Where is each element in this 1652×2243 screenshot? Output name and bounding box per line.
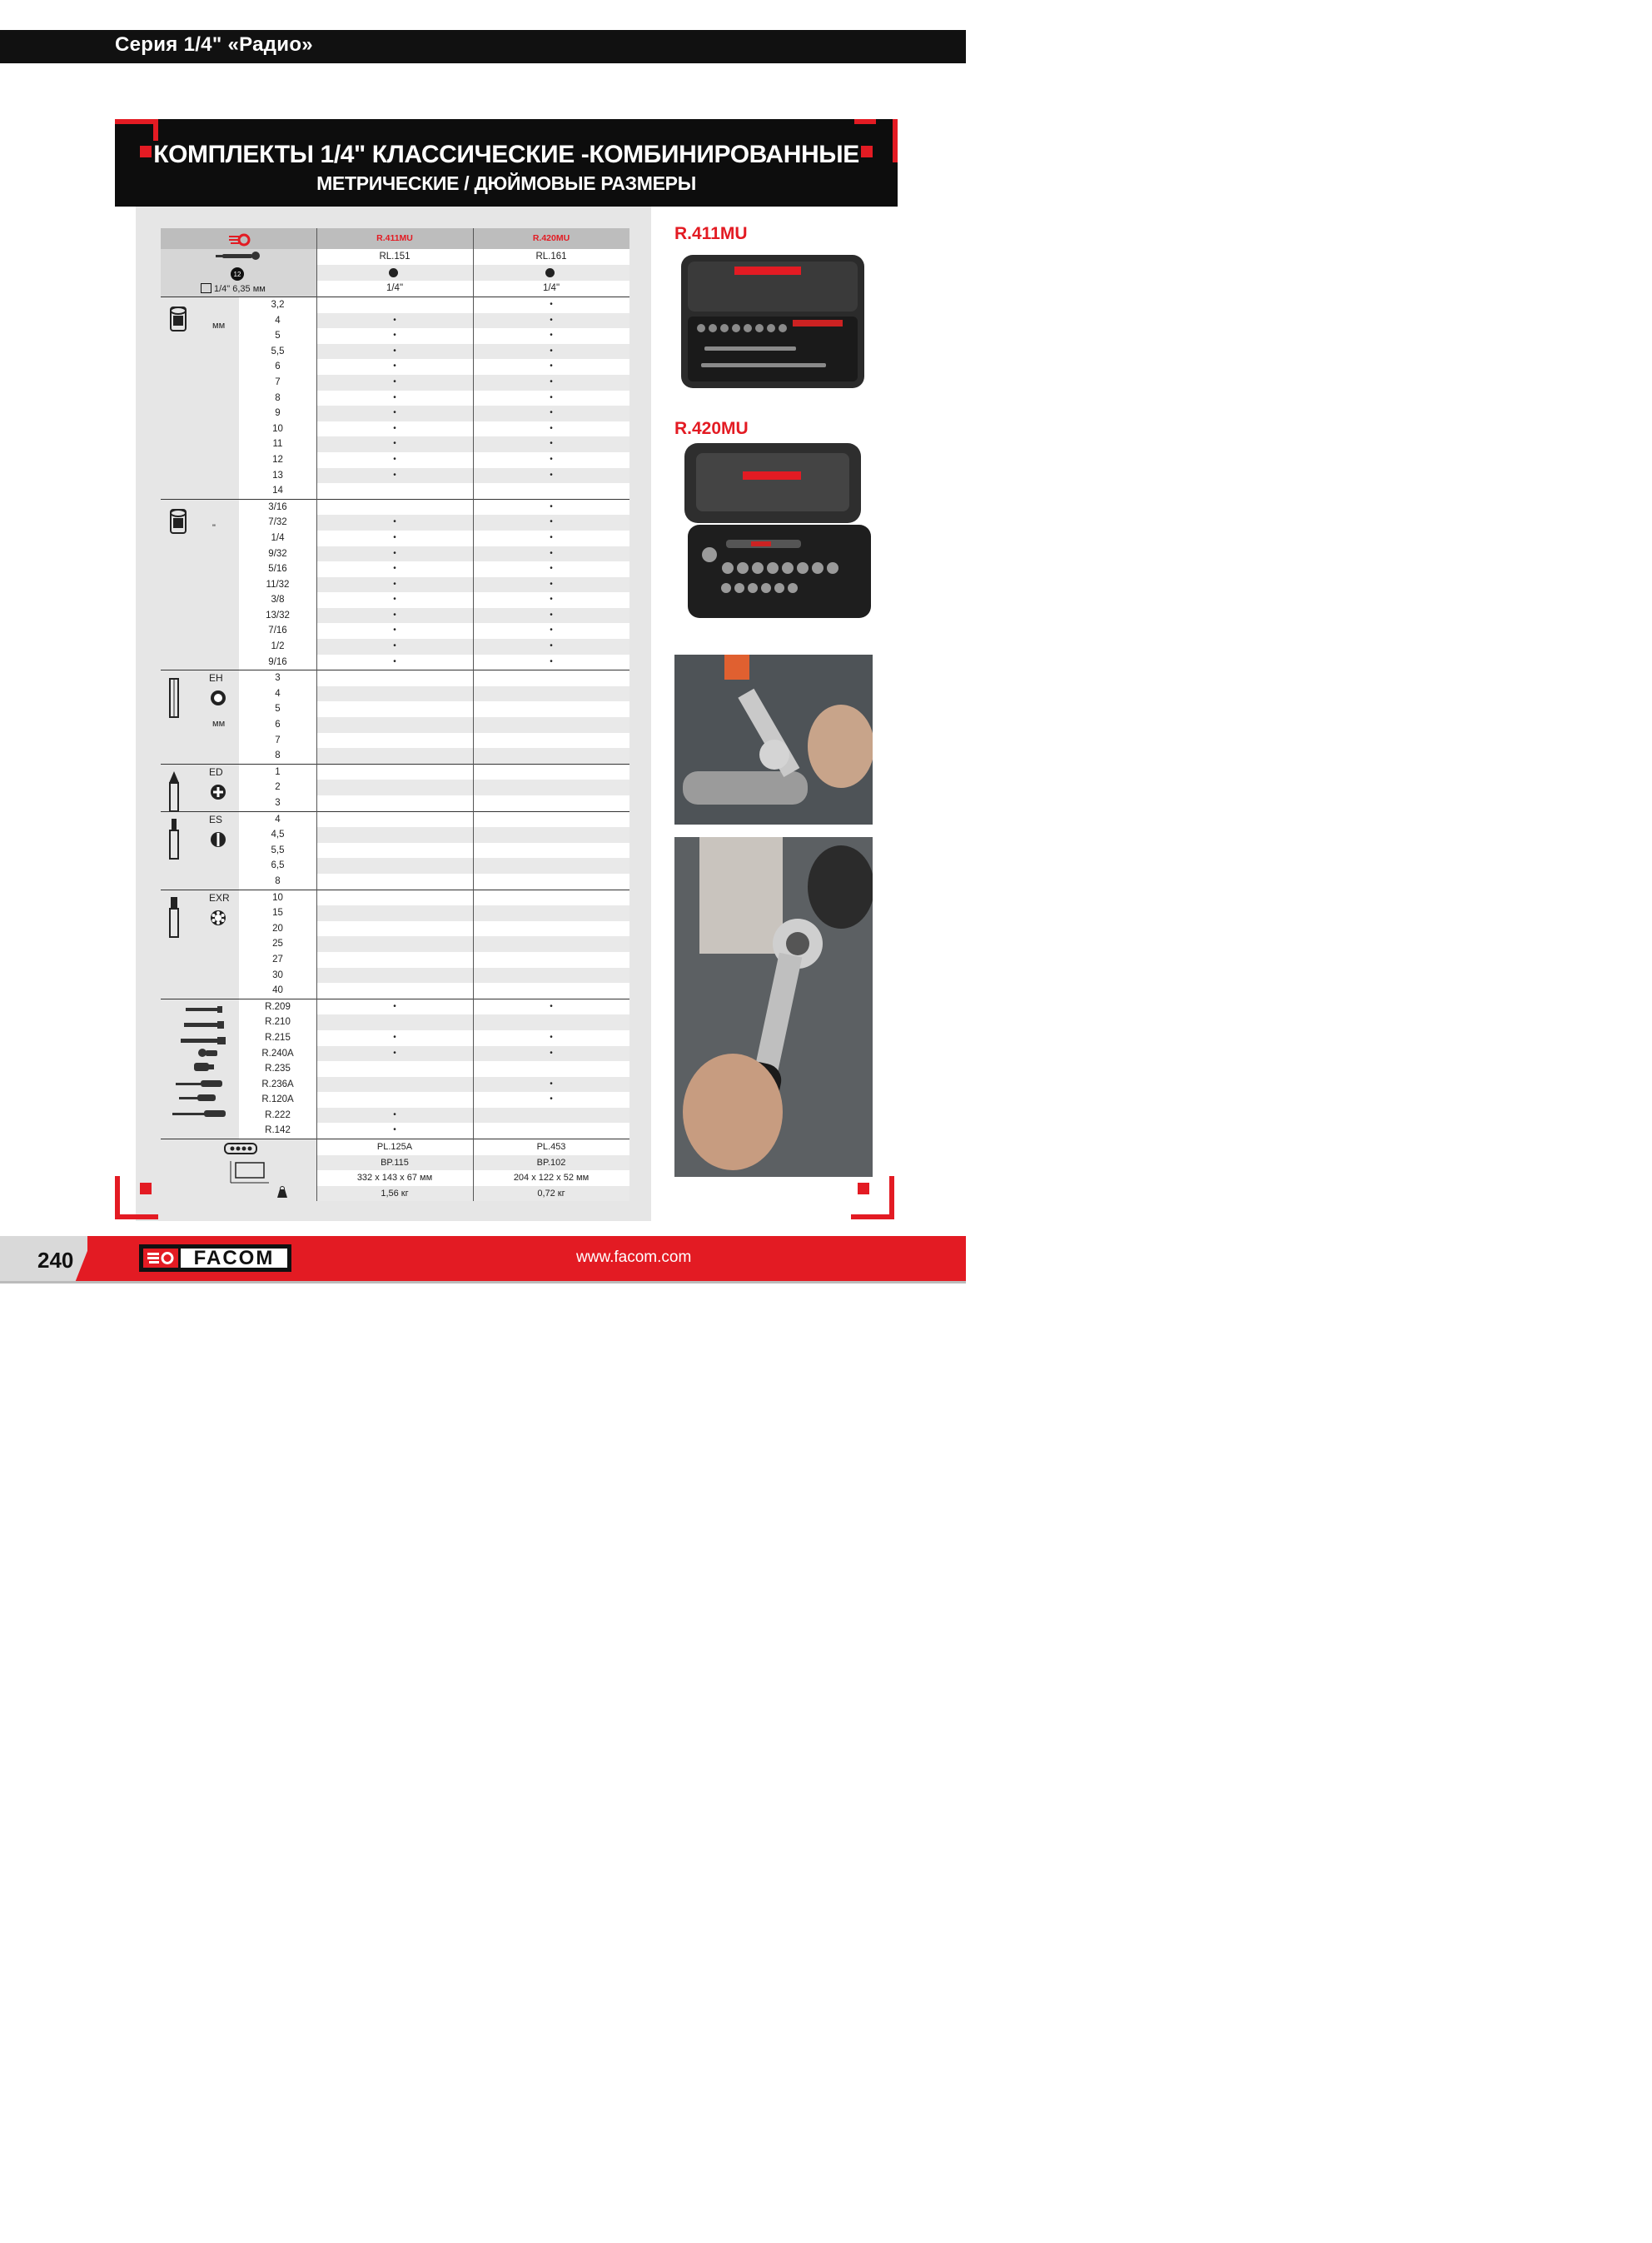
bit-type-code: ES: [209, 813, 223, 825]
set2-cell: [473, 670, 629, 686]
size-cell: 6: [239, 717, 316, 733]
table-row: [161, 1061, 629, 1077]
unit-label: ": [212, 522, 216, 533]
table-header: [161, 228, 629, 297]
set1-cell: 332 x 143 x 67 мм: [316, 1170, 473, 1186]
drive-label-text: 1/4" 6,35 мм: [214, 284, 266, 294]
series-title: Серия 1/4" «Радио»: [115, 33, 313, 56]
table-row: [161, 406, 629, 421]
table-row: [161, 328, 629, 344]
brand-name: FACOM: [193, 1247, 275, 1269]
set2-cell: •: [473, 344, 629, 360]
set1-cell: [316, 936, 473, 952]
set2-cell: [473, 686, 629, 702]
drive-label: [201, 282, 266, 297]
photo-label-r420mu: R.420MU: [674, 419, 749, 438]
drive-size-2: 1/4": [473, 281, 629, 297]
facom-mini-icon: [161, 228, 316, 249]
table-row: [161, 874, 629, 890]
set2-cell: •: [473, 421, 629, 437]
set2-cell: [473, 1108, 629, 1124]
set2-cell: •: [473, 1077, 629, 1093]
size-cell: 40: [239, 983, 316, 999]
hex-6-icon: [389, 268, 398, 277]
page-number: 240: [37, 1248, 74, 1273]
size-cell: 14: [239, 483, 316, 499]
size-cell: 3/8: [239, 592, 316, 608]
size-cell: 8: [239, 391, 316, 406]
table-row: [161, 500, 629, 516]
unit-label: мм: [212, 321, 226, 331]
table-row: [161, 546, 629, 562]
size-cell: 9/16: [239, 655, 316, 670]
table-row: [161, 952, 629, 968]
facom-logo: [139, 1244, 291, 1272]
set2-cell: [473, 701, 629, 717]
set2-cell: [473, 858, 629, 874]
set1-cell: [316, 701, 473, 717]
size-cell: 27: [239, 952, 316, 968]
size-cell: 9/32: [239, 546, 316, 562]
size-cell: 10: [239, 890, 316, 906]
corner-decor: [851, 1176, 894, 1219]
size-cell: R.235: [239, 1061, 316, 1077]
usage-photo-2: [674, 837, 873, 1177]
table-row: [161, 905, 629, 921]
hex-6-icon: [545, 268, 555, 277]
set2-cell: •: [473, 623, 629, 639]
set1-cell: •: [316, 623, 473, 639]
set2-cell: •: [473, 515, 629, 531]
footer-row: [161, 1139, 629, 1155]
set1-cell: •: [316, 515, 473, 531]
size-cell: 1/2: [239, 639, 316, 655]
set1-cell: [316, 780, 473, 795]
table-row: [161, 375, 629, 391]
table-row: [161, 468, 629, 484]
table-row: [161, 701, 629, 717]
table-group-bits-es: [161, 811, 629, 890]
size-cell: 12: [239, 452, 316, 468]
set1-cell: [316, 1077, 473, 1093]
size-cell: 4: [239, 812, 316, 828]
size-cell: 5/16: [239, 561, 316, 577]
set1-cell: [316, 827, 473, 843]
size-cell: 5,5: [239, 344, 316, 360]
set1-cell: •: [316, 328, 473, 344]
svg-text:12: 12: [233, 271, 241, 278]
table-row: [161, 1030, 629, 1046]
set1-cell: •: [316, 531, 473, 546]
table-row: [161, 936, 629, 952]
table-row: [161, 639, 629, 655]
size-cell: 30: [239, 968, 316, 984]
unit-label: мм: [212, 719, 226, 730]
set2-cell: •: [473, 452, 629, 468]
footer-row: [161, 1170, 629, 1186]
size-cell: 4: [239, 686, 316, 702]
set2-cell: •: [473, 561, 629, 577]
set1-cell: •: [316, 1046, 473, 1062]
set1-cell: •: [316, 375, 473, 391]
set1-cell: [316, 1092, 473, 1108]
set1-cell: [316, 890, 473, 906]
usage-photo-1: [674, 655, 873, 825]
table-row: [161, 717, 629, 733]
size-cell: 3/16: [239, 500, 316, 516]
size-cell: R.120A: [239, 1092, 316, 1108]
size-cell: 6: [239, 359, 316, 375]
set2-cell: [473, 890, 629, 906]
set2-cell: •: [473, 655, 629, 670]
size-cell: 7: [239, 375, 316, 391]
set2-cell: [473, 717, 629, 733]
table-row: [161, 812, 629, 828]
table-row: [161, 592, 629, 608]
set1-cell: •: [316, 999, 473, 1015]
size-cell: 13/32: [239, 608, 316, 624]
set2-cell: [473, 921, 629, 937]
set1-cell: •: [316, 577, 473, 593]
set2-cell: [473, 983, 629, 999]
product-photo-r411mu: [676, 247, 873, 396]
set2-cell: [473, 1123, 629, 1139]
table-row: [161, 531, 629, 546]
section-header: [115, 119, 898, 207]
set1-cell: [316, 483, 473, 499]
set1-cell: PL.125A: [316, 1139, 473, 1155]
set1-cell: •: [316, 421, 473, 437]
footer-row: [161, 1155, 629, 1171]
set2-cell: [473, 748, 629, 764]
size-cell: 5: [239, 701, 316, 717]
size-cell: 2: [239, 780, 316, 795]
header-title: КОМПЛЕКТЫ 1/4" КЛАССИЧЕСКИЕ -КОМБИНИРОВАННЫЕ: [153, 141, 859, 168]
set2-cell: •: [473, 297, 629, 313]
table-row: [161, 436, 629, 452]
set1-cell: •: [316, 1123, 473, 1139]
corner-decor: [115, 1176, 158, 1219]
photo-label-r411mu: R.411MU: [674, 224, 748, 243]
set2-cell: •: [473, 608, 629, 624]
table-row: [161, 1077, 629, 1093]
size-cell: 8: [239, 748, 316, 764]
table-row: [161, 890, 629, 906]
table-group-bits-exr: [161, 890, 629, 999]
set2-cell: PL.453: [473, 1139, 629, 1155]
table-row: [161, 344, 629, 360]
set1-cell: •: [316, 639, 473, 655]
set2-cell: [473, 733, 629, 749]
drive-size-1: 1/4": [316, 281, 473, 297]
size-cell: 5,5: [239, 843, 316, 859]
bit-type-code: ED: [209, 765, 223, 778]
series-bar: [0, 30, 966, 63]
size-cell: 5: [239, 328, 316, 344]
set2-cell: [473, 905, 629, 921]
table-row: [161, 359, 629, 375]
set2-cell: •: [473, 1092, 629, 1108]
set2-cell: [473, 483, 629, 499]
set1-cell: •: [316, 546, 473, 562]
table-row: [161, 1092, 629, 1108]
ratchet-code-2: RL.161: [473, 249, 629, 265]
set2-cell: •: [473, 406, 629, 421]
set1-cell: [316, 921, 473, 937]
set2-cell: [473, 780, 629, 795]
set1-cell: •: [316, 1030, 473, 1046]
set1-cell: [316, 874, 473, 890]
set2-cell: [473, 843, 629, 859]
set2-cell: [473, 1014, 629, 1030]
set1-cell: [316, 765, 473, 780]
set1-cell: 1,56 кг: [316, 1186, 473, 1202]
set1-cell: [316, 1014, 473, 1030]
table-row: [161, 1046, 629, 1062]
table-group-bits-eh: [161, 670, 629, 764]
set1-cell: [316, 297, 473, 313]
set1-cell: [316, 812, 473, 828]
size-cell: 1: [239, 765, 316, 780]
product-table: [161, 228, 629, 1201]
set1-cell: •: [316, 391, 473, 406]
set1-cell: •: [316, 608, 473, 624]
size-cell: 25: [239, 936, 316, 952]
size-cell: R.240A: [239, 1046, 316, 1062]
table-footer: [161, 1139, 629, 1201]
product-photo-r420mu: [676, 438, 873, 621]
header-subtitle: МЕТРИЧЕСКИЕ / ДЮЙМОВЫЕ РАЗМЕРЫ: [316, 172, 696, 194]
set1-cell: •: [316, 406, 473, 421]
set2-cell: 204 x 122 x 52 мм: [473, 1170, 629, 1186]
set2-cell: •: [473, 436, 629, 452]
table-row: [161, 623, 629, 639]
table-row: [161, 1123, 629, 1139]
set1-cell: [316, 983, 473, 999]
set1-cell: •: [316, 359, 473, 375]
website-link[interactable]: www.facom.com: [576, 1249, 692, 1266]
table-row: [161, 313, 629, 329]
size-cell: 3: [239, 795, 316, 811]
table-group-socket-inch: [161, 499, 629, 670]
size-cell: R.209: [239, 999, 316, 1015]
size-cell: 4,5: [239, 827, 316, 843]
size-cell: 11: [239, 436, 316, 452]
table-row: [161, 297, 629, 313]
size-cell: 9: [239, 406, 316, 421]
table-row: [161, 1108, 629, 1124]
set2-cell: •: [473, 359, 629, 375]
set1-cell: [316, 952, 473, 968]
set1-cell: •: [316, 1108, 473, 1124]
table-group-accessories: [161, 999, 629, 1139]
bit-type-code: EXR: [209, 891, 230, 904]
set2-cell: [473, 765, 629, 780]
size-cell: 7/32: [239, 515, 316, 531]
table-row: [161, 983, 629, 999]
column-divider: [316, 228, 317, 1201]
table-row: [161, 577, 629, 593]
set2-cell: [473, 936, 629, 952]
set2-cell: [473, 795, 629, 811]
size-cell: R.210: [239, 1014, 316, 1030]
set1-cell: [316, 795, 473, 811]
set2-cell: •: [473, 577, 629, 593]
size-cell: 20: [239, 921, 316, 937]
table-row: [161, 921, 629, 937]
table-row: [161, 391, 629, 406]
table-row: [161, 827, 629, 843]
set1-cell: [316, 717, 473, 733]
size-cell: 7/16: [239, 623, 316, 639]
size-cell: 7: [239, 733, 316, 749]
set1-cell: [316, 733, 473, 749]
table-row: [161, 858, 629, 874]
set2-cell: •: [473, 328, 629, 344]
size-cell: 8: [239, 874, 316, 890]
set1-cell: •: [316, 313, 473, 329]
set2-cell: •: [473, 468, 629, 484]
set1-cell: [316, 968, 473, 984]
set1-cell: [316, 905, 473, 921]
set2-cell: [473, 952, 629, 968]
ratchet-code-1: RL.151: [316, 249, 473, 265]
set2-cell: •: [473, 639, 629, 655]
size-cell: 6,5: [239, 858, 316, 874]
table-row: [161, 483, 629, 499]
table-row: [161, 999, 629, 1015]
table-row: [161, 733, 629, 749]
table-row: [161, 561, 629, 577]
set2-cell: •: [473, 592, 629, 608]
table-row: [161, 780, 629, 795]
set2-cell: [473, 812, 629, 828]
column-header-2: R.420MU: [473, 228, 629, 249]
table-group-bits-ed: [161, 764, 629, 811]
set1-cell: [316, 843, 473, 859]
set1-cell: [316, 858, 473, 874]
set1-cell: BP.115: [316, 1155, 473, 1171]
table-body: [161, 297, 629, 1139]
size-cell: 13: [239, 468, 316, 484]
set2-cell: •: [473, 1046, 629, 1062]
set2-cell: •: [473, 500, 629, 516]
table-row: [161, 608, 629, 624]
set2-cell: BP.102: [473, 1155, 629, 1171]
set2-cell: •: [473, 375, 629, 391]
set2-cell: •: [473, 391, 629, 406]
set2-cell: •: [473, 313, 629, 329]
set1-cell: [316, 500, 473, 516]
table-row: [161, 765, 629, 780]
set2-cell: •: [473, 546, 629, 562]
table-row: [161, 795, 629, 811]
set2-cell: •: [473, 1030, 629, 1046]
set1-cell: •: [316, 655, 473, 670]
bit-type-code: EH: [209, 672, 223, 685]
size-cell: R.236A: [239, 1077, 316, 1093]
table-row: [161, 968, 629, 984]
size-cell: 10: [239, 421, 316, 437]
table-row: [161, 1014, 629, 1030]
table-row: [161, 748, 629, 764]
footer-row: [161, 1186, 629, 1202]
size-cell: 15: [239, 905, 316, 921]
size-cell: 11/32: [239, 577, 316, 593]
set1-cell: •: [316, 452, 473, 468]
ratchet-icon: [216, 251, 262, 267]
size-cell: 3,2: [239, 297, 316, 313]
size-cell: 3: [239, 670, 316, 686]
size-cell: R.142: [239, 1123, 316, 1139]
size-cell: R.215: [239, 1030, 316, 1046]
set2-cell: [473, 1061, 629, 1077]
size-cell: R.222: [239, 1108, 316, 1124]
set1-cell: [316, 1061, 473, 1077]
set1-cell: •: [316, 561, 473, 577]
set2-cell: [473, 968, 629, 984]
set1-cell: •: [316, 468, 473, 484]
set1-cell: •: [316, 344, 473, 360]
table-row: [161, 670, 629, 686]
set1-cell: [316, 670, 473, 686]
set1-cell: [316, 686, 473, 702]
set2-cell: •: [473, 531, 629, 546]
set2-cell: 0,72 кг: [473, 1186, 629, 1202]
header-codes-row: [161, 228, 629, 249]
set1-cell: •: [316, 436, 473, 452]
square-drive-icon: [201, 283, 211, 293]
table-row: [161, 421, 629, 437]
table-row: [161, 452, 629, 468]
column-divider: [473, 228, 474, 1201]
table-row: [161, 515, 629, 531]
set1-cell: •: [316, 592, 473, 608]
size-cell: 4: [239, 313, 316, 329]
column-header-1: R.411MU: [316, 228, 473, 249]
set2-cell: •: [473, 999, 629, 1015]
set2-cell: [473, 874, 629, 890]
size-cell: 1/4: [239, 531, 316, 546]
table-row: [161, 686, 629, 702]
table-row: [161, 843, 629, 859]
set2-cell: [473, 827, 629, 843]
set1-cell: [316, 748, 473, 764]
table-row: [161, 655, 629, 670]
table-group-socket-mm: [161, 297, 629, 499]
